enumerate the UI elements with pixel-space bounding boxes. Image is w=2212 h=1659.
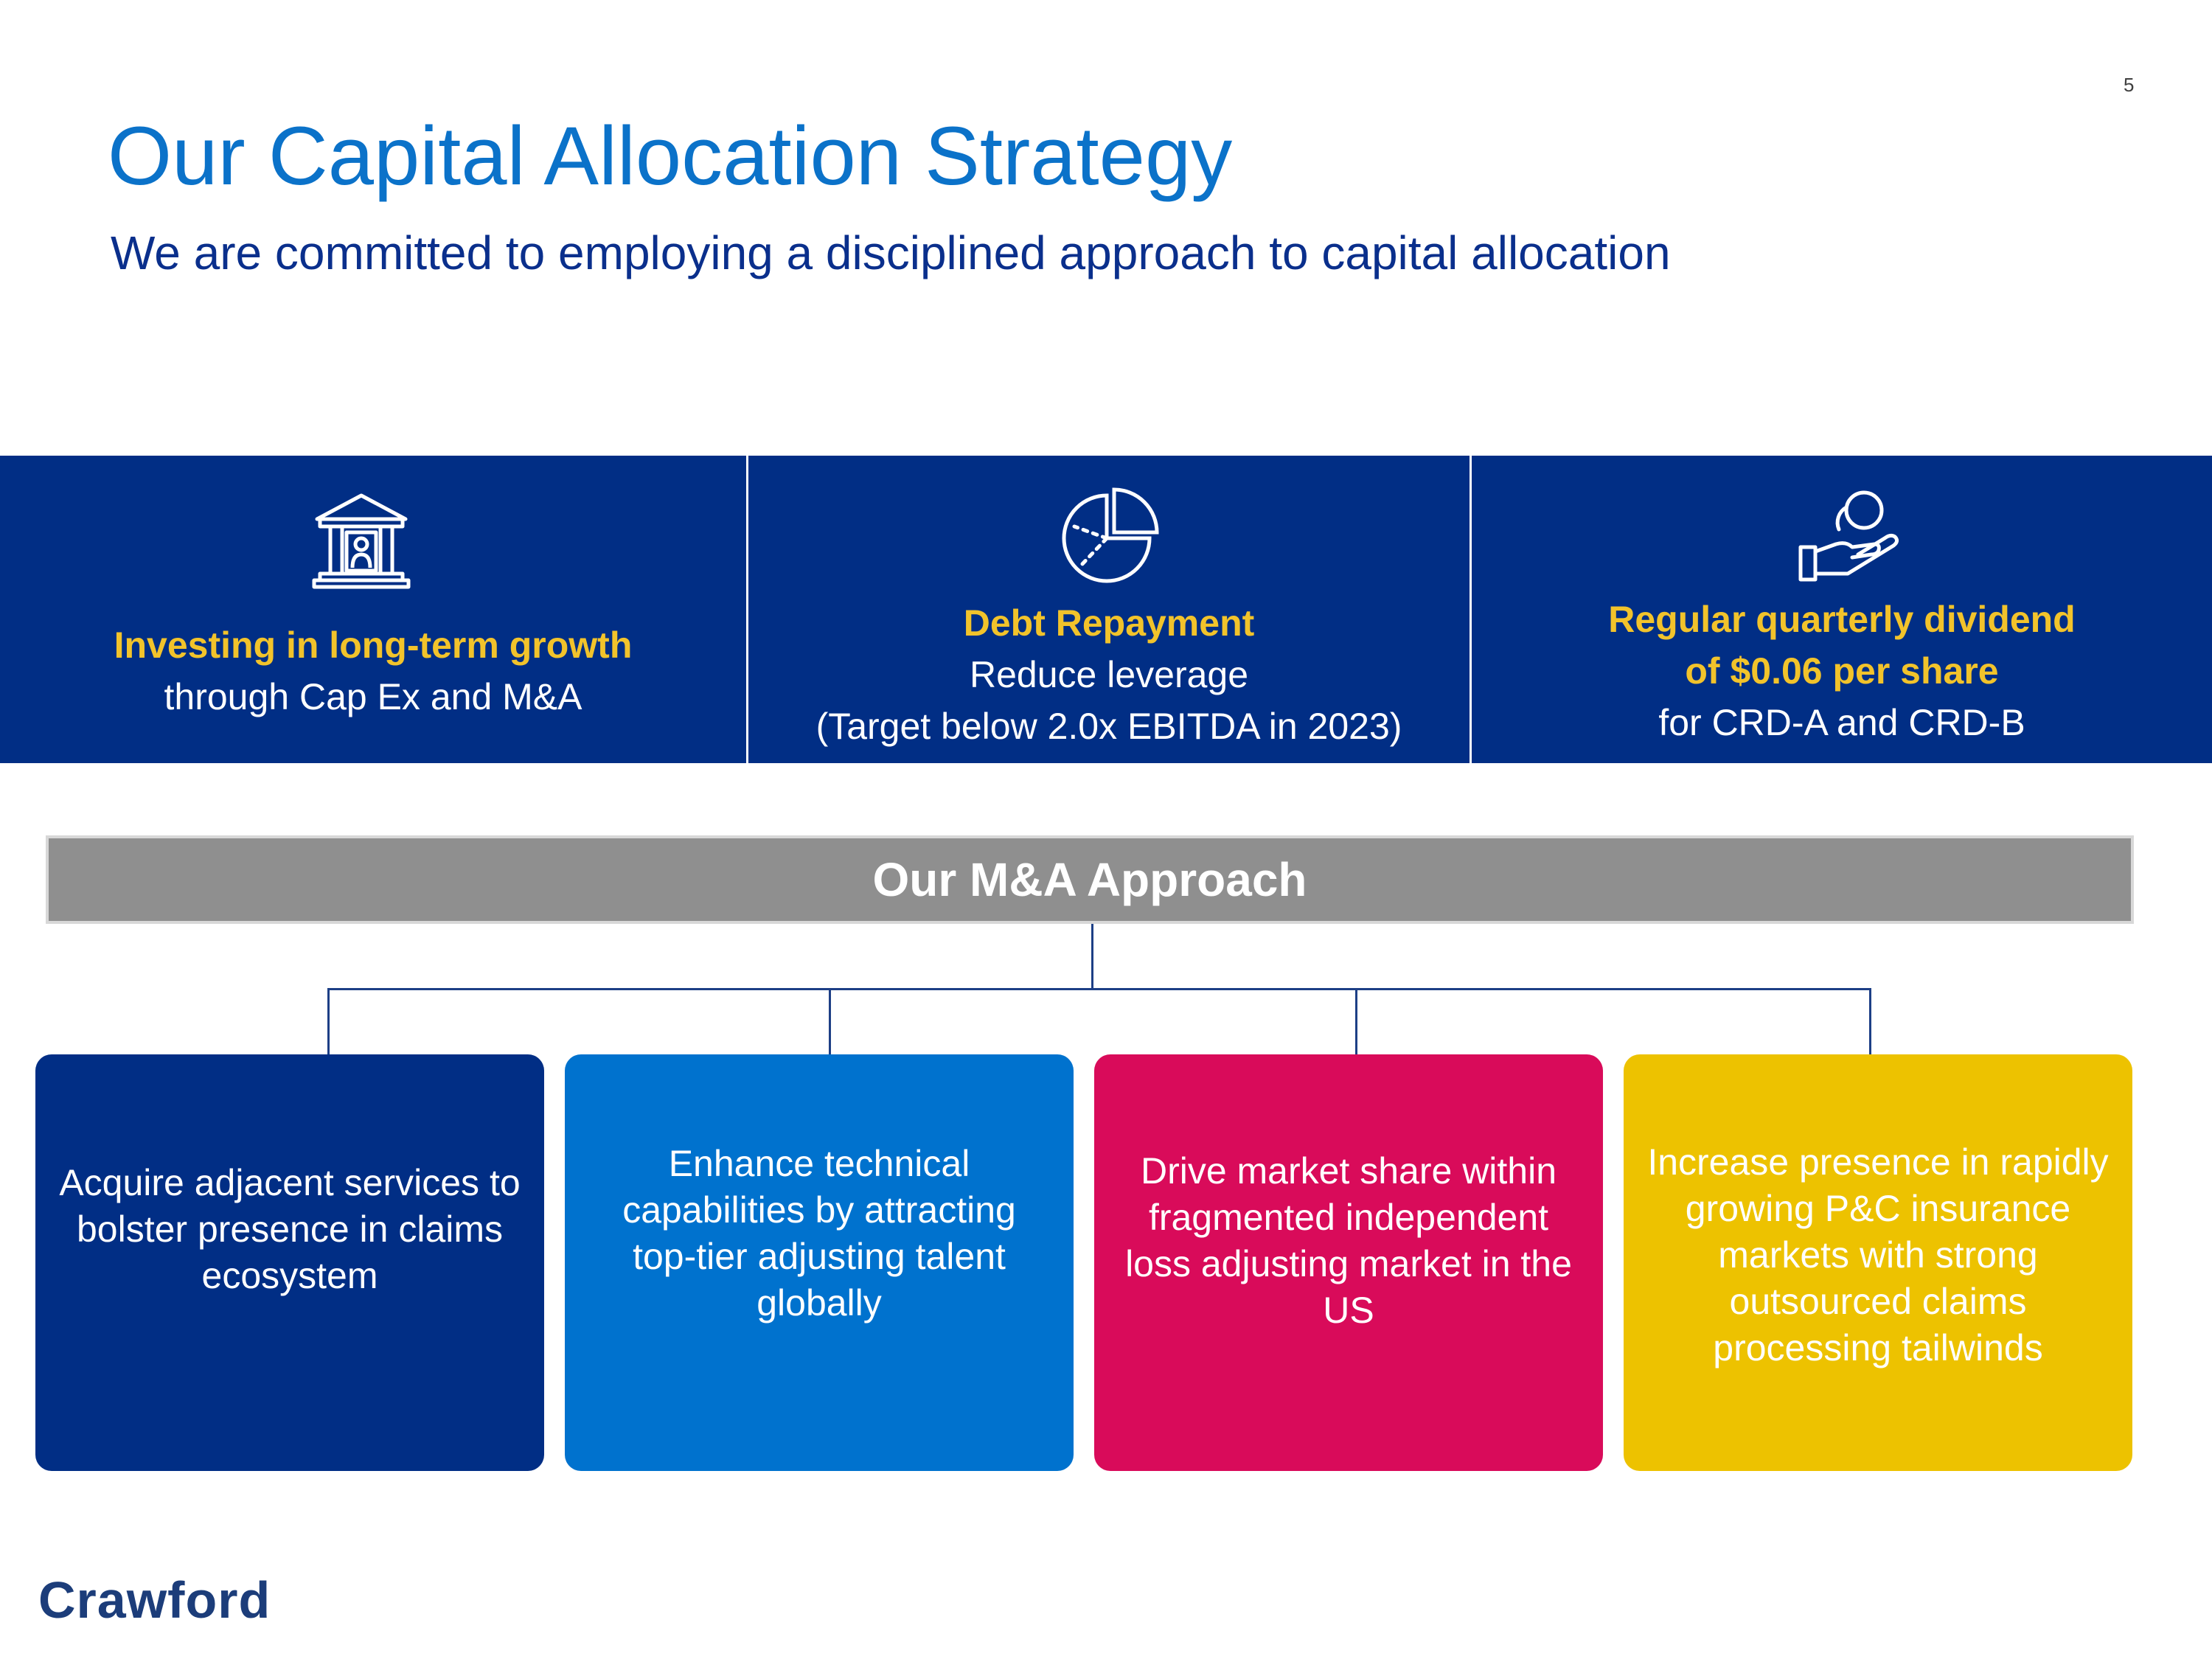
pillar-text: through Cap Ex and M&A xyxy=(164,676,582,717)
pillar-debt xyxy=(748,456,1470,763)
pillar-dividend xyxy=(1472,456,2212,763)
ma-approach-title: Our M&A Approach xyxy=(872,853,1307,906)
connector-line xyxy=(327,988,1871,990)
pillar-growth xyxy=(0,456,746,763)
pie-chart-icon xyxy=(1058,485,1161,588)
pillar-headline: of $0.06 per share xyxy=(1685,650,1999,692)
connector-line xyxy=(1869,988,1871,1054)
connector-line xyxy=(829,988,831,1054)
ma-card-pc-markets xyxy=(1624,1054,2132,1471)
ma-card-market-share xyxy=(1094,1054,1603,1471)
hand-coin-icon xyxy=(1796,485,1907,588)
pillar-headline: Debt Repayment xyxy=(963,602,1255,644)
ma-card-acquire xyxy=(35,1054,544,1471)
ma-card-text: Increase presence in rapidly growing P&C insurance markets with strong outsourced claims processing tailwinds xyxy=(1647,1141,2109,1368)
ma-card-text: Drive market share within fragmented independent loss adjusting market in the US xyxy=(1125,1150,1572,1331)
ma-card-talent xyxy=(565,1054,1074,1471)
connector-line xyxy=(1091,924,1093,989)
ma-card-text: Enhance technical capabilities by attracting top-tier adjusting talent globally xyxy=(622,1142,1016,1324)
bank-icon xyxy=(310,491,413,594)
pillar-text: (Target below 2.0x EBITDA in 2023) xyxy=(815,706,1402,747)
page-number: 5 xyxy=(2124,74,2135,96)
pillar-headline: Regular quarterly dividend xyxy=(1608,599,2076,640)
pillar-headline: Investing in long-term growth xyxy=(114,625,633,666)
pillar-text: Reduce leverage xyxy=(969,654,1249,695)
connector-line xyxy=(327,988,330,1054)
crawford-logo: Crawford xyxy=(38,1571,271,1629)
connector-line xyxy=(1355,988,1357,1054)
ma-approach-header xyxy=(46,835,2134,924)
page-subtitle: We are committed to employing a disciplined approach to capital allocation xyxy=(111,226,1671,279)
page-title: Our Capital Allocation Strategy xyxy=(108,110,1233,202)
pillar-text: for CRD-A and CRD-B xyxy=(1658,702,2025,743)
ma-card-text: Acquire adjacent services to bolster presence in claims ecosystem xyxy=(59,1162,521,1296)
